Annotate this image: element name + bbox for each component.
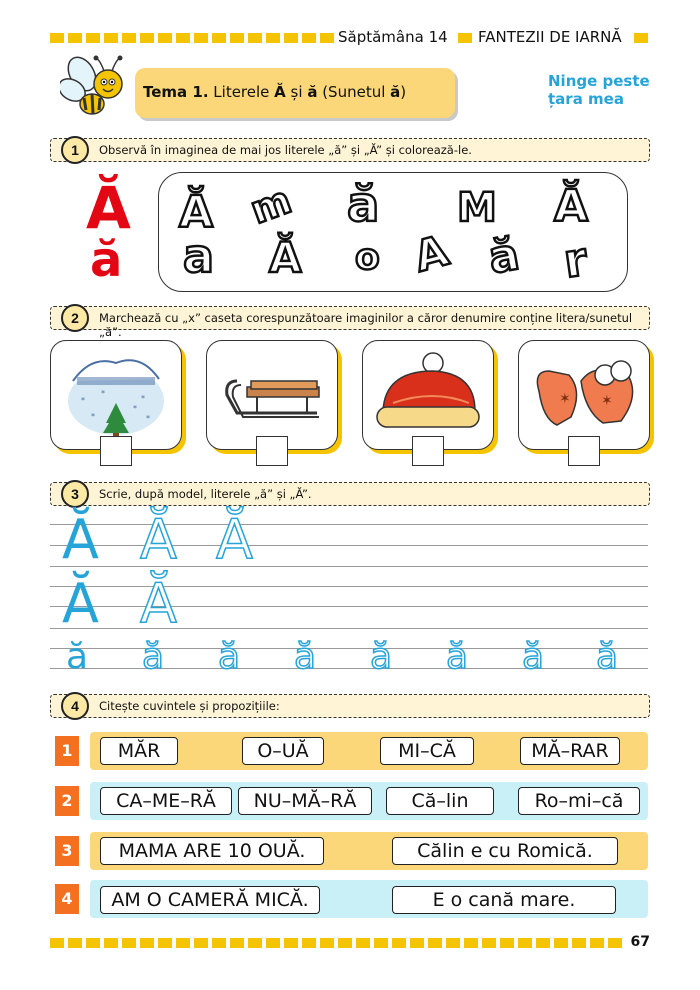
svg-text:*: * (101, 389, 105, 398)
winter-hat-icon (363, 341, 493, 449)
trace-letter: ă (370, 636, 393, 677)
decor-dash (428, 938, 442, 948)
word-box: MĂ–RAR (520, 737, 620, 765)
letters-frame (158, 172, 628, 292)
decor-dash (302, 938, 316, 948)
decor-dash (50, 33, 64, 43)
decor-dash (266, 33, 280, 43)
picture-card-snow (50, 340, 182, 450)
decor-dash (320, 33, 334, 43)
big-letter-lower: ă (90, 232, 123, 288)
picture-card-hat (362, 340, 494, 450)
svg-text:*: * (133, 404, 137, 413)
decor-dash (608, 938, 622, 948)
decor-dash (500, 938, 514, 948)
exercise-number: 2 (61, 304, 89, 332)
checkbox-mittens[interactable] (568, 436, 600, 466)
exercise-text: Scrie, după model, literele „ă” și „Ă”. (99, 487, 312, 501)
exercise-1-instruction (50, 138, 650, 162)
lesson-and: și (285, 83, 308, 101)
chapter-title-line1: Ninge peste (548, 72, 650, 90)
exercise-3-instruction (50, 482, 650, 506)
chapter-title-line2: țara mea (548, 90, 624, 108)
snow-scene-icon (51, 341, 181, 449)
decor-dash (212, 938, 226, 948)
decor-dash (212, 33, 226, 43)
picture-card-mittens (518, 340, 650, 450)
decor-dash (634, 33, 648, 43)
trace-letter: ă (218, 636, 241, 677)
decor-dash (68, 33, 82, 43)
checkbox-sled[interactable] (256, 436, 288, 466)
reading-row-number: 1 (55, 736, 79, 766)
model-letter: Ă (62, 508, 99, 571)
decor-dash (302, 33, 316, 43)
decor-dash (86, 33, 100, 43)
svg-text:*: * (91, 412, 95, 421)
outline-letter[interactable]: Ă (179, 187, 214, 238)
word-box: NU–MĂ–RĂ (238, 787, 372, 815)
unit-title: FANTEZII DE IARNĂ (478, 28, 622, 46)
trace-letter: Ă (140, 508, 177, 571)
word-box: MI–CĂ (380, 737, 474, 765)
exercise-text: Citește cuvintele și propozițiile: (99, 699, 280, 713)
outline-letter[interactable]: a (183, 229, 215, 283)
word-box: MĂR (100, 737, 178, 765)
picture-card-sled (206, 340, 338, 450)
lesson-close-paren: ) (400, 83, 407, 101)
trace-letter: ă (446, 636, 469, 677)
trace-letter: ă (294, 636, 317, 677)
outline-letter[interactable]: o (355, 237, 380, 278)
decor-dash (50, 938, 64, 948)
decor-dash (230, 938, 244, 948)
outline-letter[interactable]: m (244, 177, 297, 233)
decor-dash (266, 938, 280, 948)
decor-dash (284, 33, 298, 43)
decor-dash (464, 938, 478, 948)
decor-dash (536, 938, 550, 948)
exercise-number: 4 (61, 692, 89, 720)
word-box: Că–lin (386, 787, 494, 815)
checkbox-snow[interactable] (100, 436, 132, 466)
word-box: O–UĂ (242, 737, 324, 765)
writing-line (50, 668, 648, 669)
lesson-sound-label: (Sunetul (317, 83, 391, 101)
page-number: 67 (630, 934, 650, 950)
reading-row-number: 4 (55, 884, 79, 914)
word-box: CA–ME–RĂ (100, 787, 232, 815)
decor-dash (230, 33, 244, 43)
exercise-text: Marchează cu „x” caseta corespunzătoare imaginilor a căror denumire conține litera/sunetul „ă”. (99, 311, 633, 339)
sentence-box: E o cană mare. (392, 886, 616, 914)
sled-icon (207, 341, 337, 449)
decor-dash (410, 938, 424, 948)
trace-letter: ă (522, 636, 545, 677)
mittens-icon (519, 341, 649, 449)
decor-dash (458, 33, 472, 43)
checkbox-hat[interactable] (412, 436, 444, 466)
decor-dash (320, 938, 334, 948)
lesson-title (143, 83, 406, 101)
lesson-sound: ă (390, 83, 401, 101)
sentence-box: Călin e cu Romică. (392, 837, 618, 865)
decor-dash (86, 938, 100, 948)
svg-text:✶: ✶ (559, 391, 571, 407)
big-letter-upper: Ă (86, 174, 131, 242)
exercise-text: Observă în imaginea de mai jos literele „ă” și „Ă” și colorează-le. (99, 143, 472, 157)
decor-dash (482, 938, 496, 948)
lesson-letter-upper: Ă (274, 83, 286, 101)
outline-letter[interactable]: ă (484, 228, 523, 285)
decor-dash (140, 938, 154, 948)
trace-letter: Ă (140, 572, 177, 635)
outline-letter[interactable]: ă (347, 177, 380, 233)
decor-dash (158, 33, 172, 43)
decor-dash (356, 938, 370, 948)
decor-dash (158, 938, 172, 948)
decor-dash (284, 938, 298, 948)
bee-icon (60, 52, 135, 127)
decor-dash (590, 938, 604, 948)
outline-letter[interactable]: A (409, 225, 454, 282)
decor-dash (194, 33, 208, 43)
decor-dash (122, 33, 136, 43)
top-decor-bar-mid (458, 33, 472, 43)
exercise-4-instruction (50, 694, 650, 718)
sentence-box: MAMA ARE 10 OUĂ. (100, 837, 324, 865)
reading-row-number: 3 (55, 836, 79, 866)
svg-text:*: * (146, 414, 150, 423)
exercise-number: 3 (61, 480, 89, 508)
lesson-title-box (135, 68, 455, 118)
decor-dash (518, 938, 532, 948)
decor-dash (374, 938, 388, 948)
outline-letter[interactable]: M (457, 185, 497, 231)
week-label: Săptămâna 14 (338, 28, 448, 46)
bottom-decor-bar (50, 938, 622, 948)
sentence-box: AM O CAMERĂ MICĂ. (100, 886, 320, 914)
decor-dash (68, 938, 82, 948)
decor-dash (338, 938, 352, 948)
decor-dash (572, 938, 586, 948)
decor-dash (140, 33, 154, 43)
decor-dash (446, 938, 460, 948)
decor-dash (104, 33, 118, 43)
trace-letter: ă (596, 636, 619, 677)
outline-letter[interactable]: r (560, 231, 591, 289)
svg-text:✶: ✶ (601, 393, 613, 409)
outline-letter[interactable]: Ă (554, 181, 589, 232)
decor-dash (554, 938, 568, 948)
decor-dash (176, 938, 190, 948)
svg-text:*: * (81, 396, 85, 405)
lesson-letter-lower: ă (307, 83, 318, 101)
word-box: Ro–mi–că (518, 787, 640, 815)
exercise-number: 1 (61, 136, 89, 164)
decor-dash (248, 938, 262, 948)
top-decor-bar-left (50, 33, 334, 43)
decor-dash (104, 938, 118, 948)
svg-text:*: * (141, 394, 145, 403)
decor-dash (392, 938, 406, 948)
chapter-title (548, 72, 650, 108)
decor-dash (122, 938, 136, 948)
lesson-title-text: Literele (208, 83, 275, 101)
outline-letter[interactable]: Ă (269, 233, 302, 282)
trace-letter: Ă (216, 508, 253, 571)
decor-dash (176, 33, 190, 43)
decor-dash (194, 938, 208, 948)
lesson-number: Tema 1. (143, 83, 209, 101)
exercise-2-instruction (50, 306, 650, 339)
model-letter: Ă (62, 572, 99, 635)
top-decor-bar-right (634, 33, 648, 43)
model-letter: ă (66, 636, 89, 677)
trace-letter: ă (142, 636, 165, 677)
reading-row-number: 2 (55, 786, 79, 816)
writing-line (50, 648, 648, 649)
decor-dash (248, 33, 262, 43)
